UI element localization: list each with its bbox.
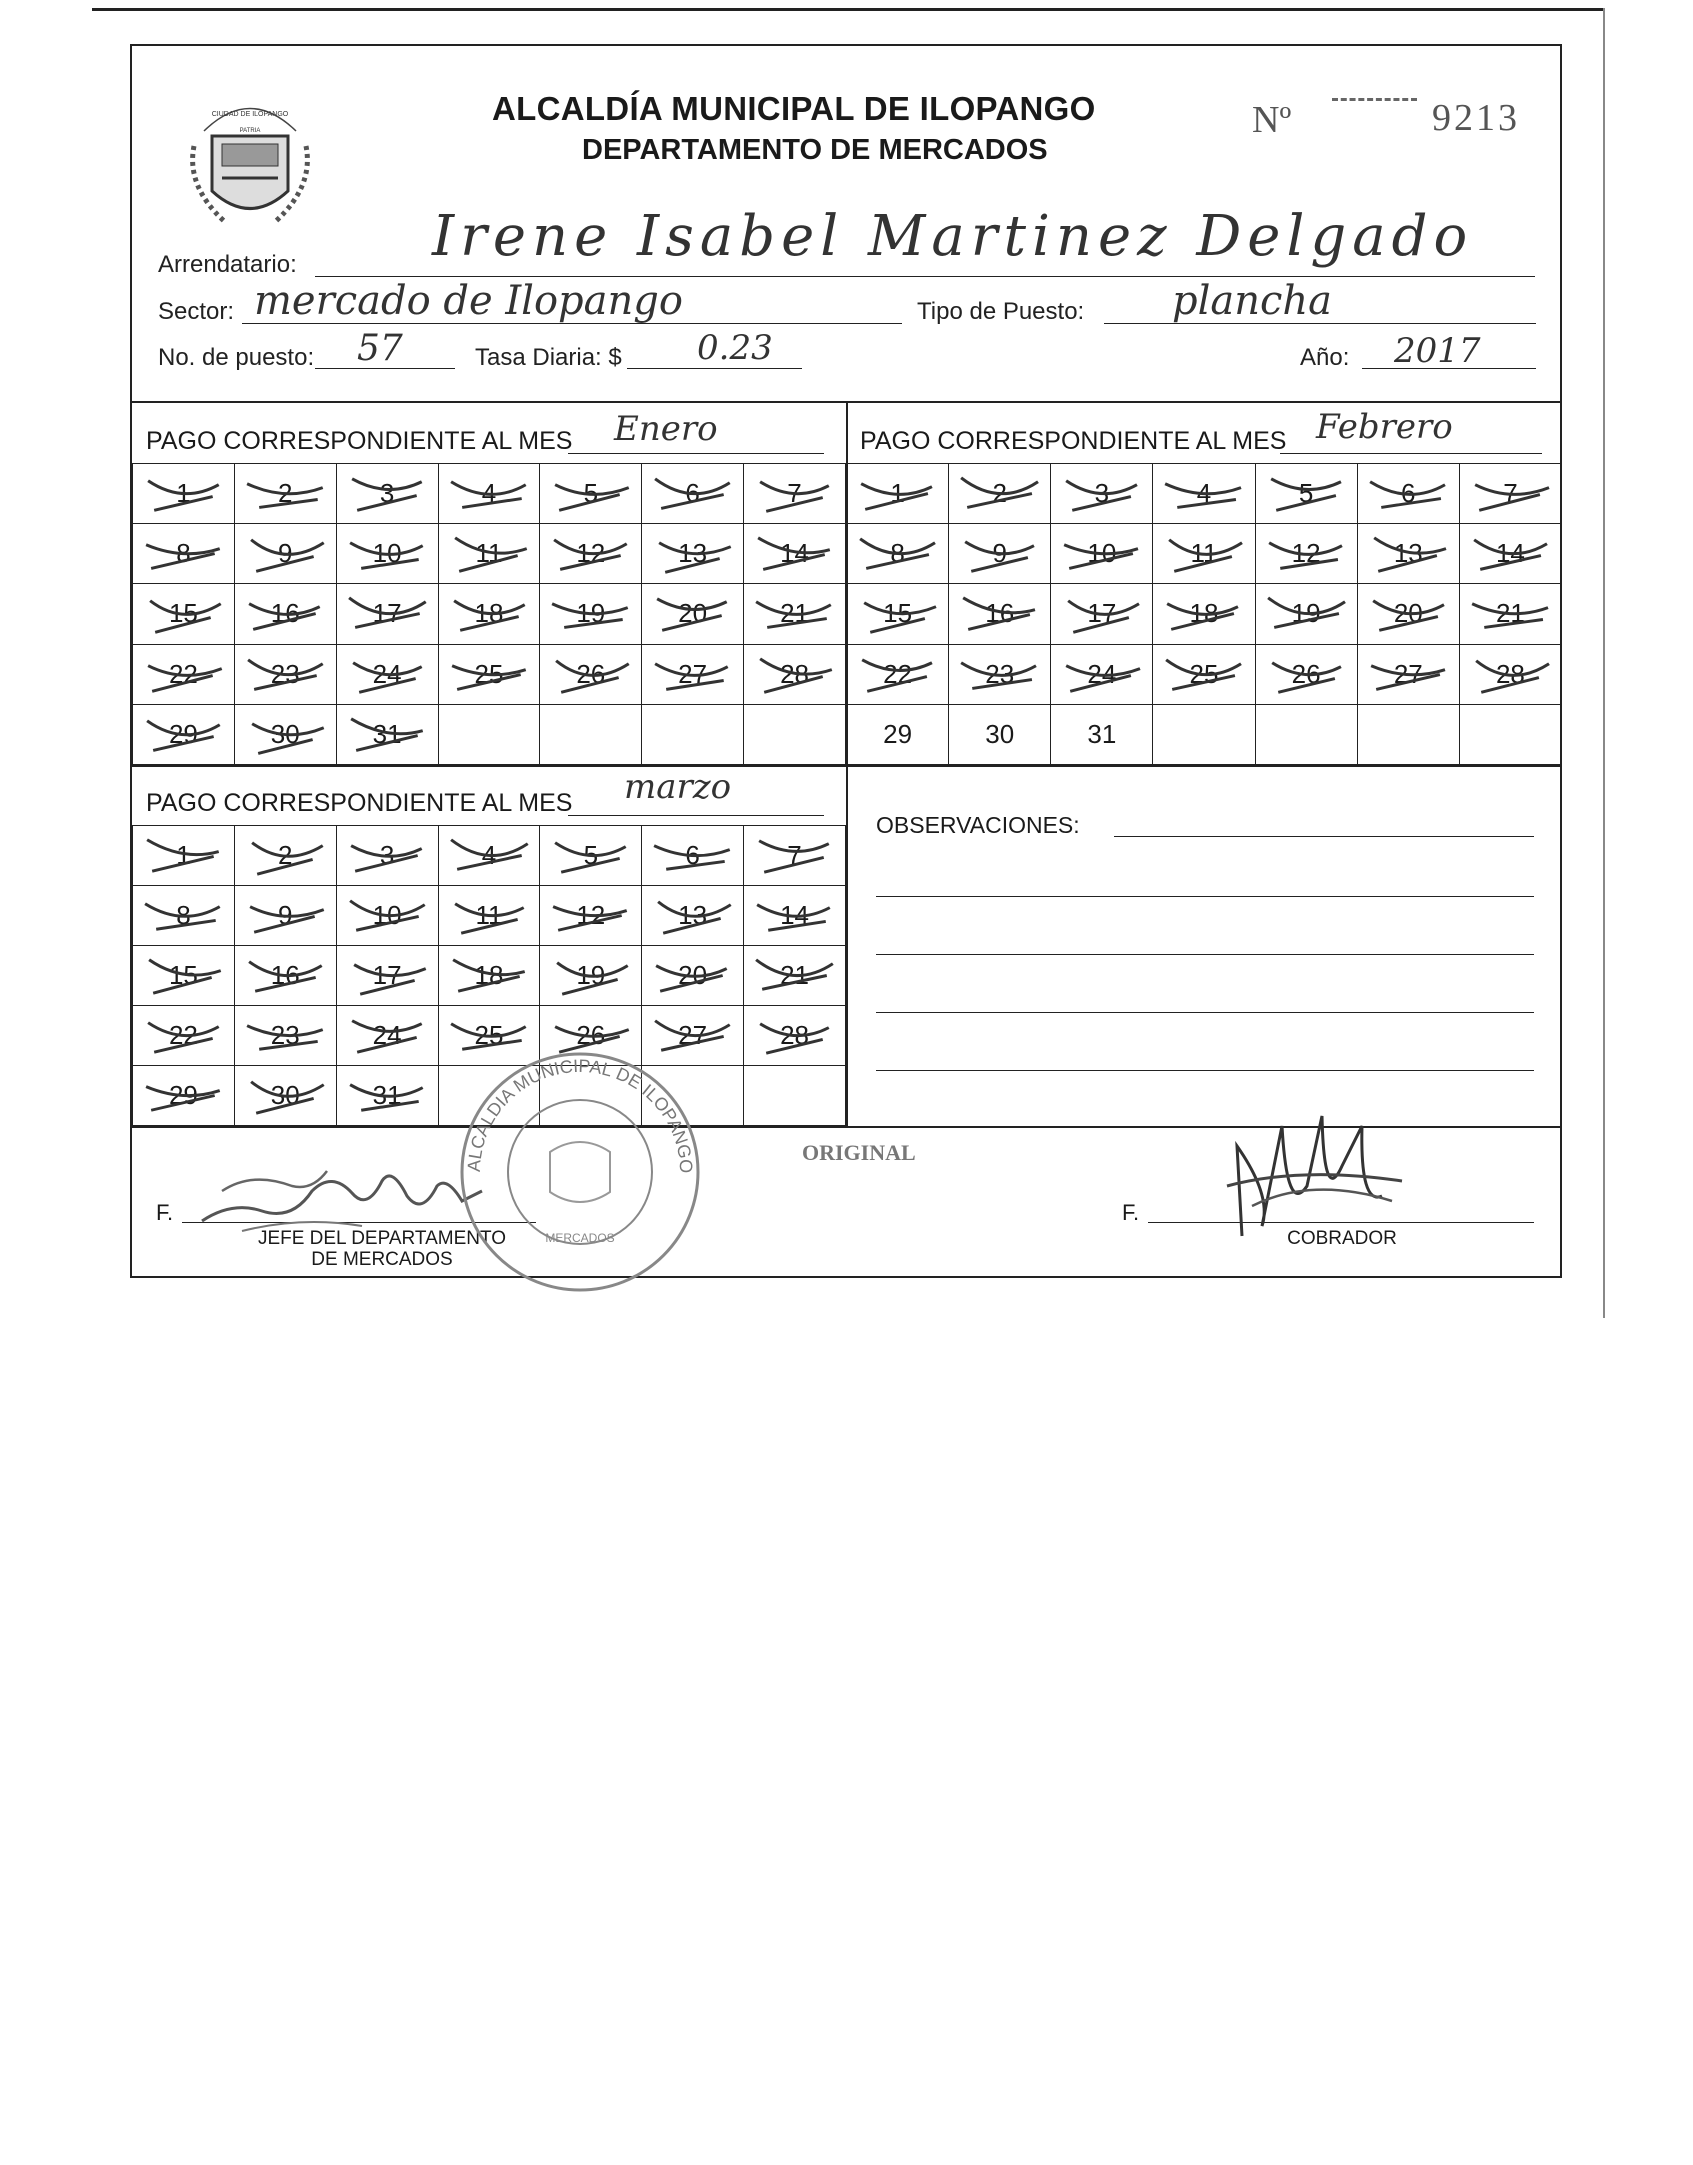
day-cell[interactable] — [1255, 704, 1357, 764]
day-cell[interactable] — [744, 464, 846, 524]
day-cell[interactable] — [540, 644, 642, 704]
day-number: 27 — [1393, 658, 1423, 689]
month-block-febrero — [846, 401, 1562, 765]
day-cell[interactable] — [642, 826, 744, 886]
day-number: 21 — [1495, 598, 1525, 629]
month-line — [1280, 453, 1542, 454]
day-cell[interactable] — [336, 584, 438, 644]
day-number: 31 — [1087, 718, 1117, 749]
day-cell[interactable] — [540, 826, 642, 886]
day-cell[interactable] — [847, 704, 949, 764]
day-number: 8 — [176, 900, 191, 930]
day-number: 12 — [576, 538, 606, 569]
tipo-puesto-value[interactable]: plancha — [1172, 278, 1333, 324]
folio-label: Nº — [1252, 99, 1292, 141]
day-number: 7 — [787, 478, 802, 509]
observaciones-line-5[interactable] — [876, 1070, 1534, 1071]
day-number: 11 — [1190, 538, 1218, 569]
day-cell[interactable] — [133, 584, 235, 644]
observaciones-line-3[interactable] — [876, 954, 1534, 955]
jefe-caption-2: DE MERCADOS — [311, 1249, 453, 1270]
day-number: 19 — [576, 598, 606, 629]
title-departamento: DEPARTAMENTO DE MERCADOS — [582, 134, 1048, 166]
day-cell[interactable] — [642, 584, 744, 644]
day-cell[interactable] — [1051, 584, 1153, 644]
svg-text:PATRIA: PATRIA — [239, 128, 261, 134]
day-cell[interactable] — [744, 704, 846, 764]
day-cell[interactable] — [234, 464, 336, 524]
days-row — [847, 524, 1562, 584]
day-cell[interactable] — [1357, 524, 1459, 584]
day-number: 11 — [475, 900, 503, 930]
month-block-enero — [132, 401, 846, 765]
day-cell[interactable] — [1153, 644, 1255, 704]
day-cell[interactable] — [438, 644, 540, 704]
day-cell[interactable] — [438, 524, 540, 584]
day-number: 12 — [576, 900, 606, 930]
month-name-marzo[interactable]: marzo — [624, 767, 732, 807]
sector-value[interactable]: mercado de Ilopango — [254, 278, 683, 324]
day-number: 26 — [1291, 658, 1321, 689]
day-cell[interactable] — [1051, 464, 1153, 524]
month-line — [568, 815, 824, 816]
day-number: 25 — [474, 1020, 504, 1050]
day-number: 14 — [780, 900, 809, 930]
day-number: 18 — [474, 960, 504, 990]
month-name-enero[interactable]: Enero — [614, 409, 718, 449]
day-cell[interactable] — [1153, 524, 1255, 584]
month-name-febrero[interactable]: Febrero — [1316, 407, 1453, 447]
day-number: 6 — [685, 478, 700, 509]
day-number: 19 — [1291, 598, 1321, 629]
day-cell[interactable] — [642, 886, 744, 946]
day-number: 22 — [883, 658, 913, 689]
day-number: 10 — [372, 538, 402, 569]
day-cell[interactable] — [1357, 464, 1459, 524]
tasa-diaria-value[interactable]: 0.23 — [697, 328, 773, 368]
original-mark: ORIGINAL — [802, 1140, 916, 1165]
day-number: 13 — [678, 900, 708, 930]
day-cell[interactable] — [642, 644, 744, 704]
day-number: 12 — [1291, 538, 1321, 569]
day-number: 28 — [1495, 658, 1525, 689]
day-number: 23 — [270, 1020, 300, 1050]
day-cell[interactable] — [336, 1066, 438, 1126]
month-line — [568, 453, 824, 454]
days-grid-febrero — [846, 463, 1562, 765]
day-cell[interactable] — [133, 1006, 235, 1066]
day-cell[interactable] — [847, 644, 949, 704]
day-number: 30 — [270, 1080, 300, 1110]
day-cell[interactable] — [744, 886, 846, 946]
firma-cobrador-label: F. — [1122, 1200, 1140, 1225]
day-number: 17 — [372, 598, 402, 629]
day-number: 15 — [883, 598, 913, 629]
day-number: 22 — [168, 1020, 198, 1050]
scan-right-edge — [1603, 8, 1605, 1318]
day-number: 9 — [992, 538, 1007, 569]
day-cell[interactable] — [1357, 704, 1459, 764]
folio-number: 9213 — [1432, 97, 1520, 139]
card-header — [132, 46, 1560, 401]
day-number: 11 — [475, 538, 503, 569]
month-label: PAGO CORRESPONDIENTE AL MES — [146, 789, 573, 817]
day-number: 18 — [474, 598, 504, 629]
day-number: 4 — [1196, 478, 1212, 509]
days-row — [847, 704, 1562, 764]
day-number: 21 — [780, 960, 809, 990]
observaciones-line-4[interactable] — [876, 1012, 1534, 1013]
days-row — [133, 464, 846, 524]
arrendatario-line — [315, 276, 1535, 277]
day-number: 8 — [176, 538, 191, 569]
tasa-diaria-label: Tasa Diaria: $ — [475, 344, 622, 371]
day-number: 29 — [883, 718, 913, 749]
day-number: 3 — [379, 478, 395, 509]
day-cell[interactable] — [642, 464, 744, 524]
days-grid-enero — [132, 463, 846, 765]
month-label: PAGO CORRESPONDIENTE AL MES — [860, 427, 1287, 455]
day-cell[interactable] — [234, 946, 336, 1006]
days-row — [847, 584, 1562, 644]
day-cell[interactable] — [336, 1006, 438, 1066]
day-cell[interactable] — [1153, 584, 1255, 644]
sector-label: Sector: — [158, 298, 235, 325]
day-number: 20 — [678, 960, 708, 990]
day-cell[interactable] — [1051, 524, 1153, 584]
day-cell[interactable] — [133, 886, 235, 946]
day-number: 20 — [1393, 598, 1423, 629]
day-cell[interactable] — [642, 524, 744, 584]
day-number: 5 — [583, 478, 599, 509]
day-number: 4 — [481, 840, 497, 870]
day-number: 27 — [678, 658, 708, 689]
day-number: 1 — [176, 840, 191, 870]
day-cell[interactable] — [133, 1066, 235, 1126]
jefe-caption-1: JEFE DEL DEPARTAMENTO — [257, 1228, 507, 1249]
day-number: 31 — [372, 1080, 402, 1110]
day-cell[interactable] — [847, 464, 949, 524]
day-number: 13 — [1393, 538, 1423, 569]
day-cell[interactable] — [133, 524, 235, 584]
day-number: 3 — [379, 840, 395, 870]
day-cell[interactable] — [540, 584, 642, 644]
day-cell[interactable] — [336, 886, 438, 946]
day-cell[interactable] — [234, 1006, 336, 1066]
scan-top-edge — [92, 8, 1604, 11]
day-number: 1 — [176, 478, 191, 509]
day-number: 10 — [372, 900, 402, 930]
day-number: 9 — [278, 900, 293, 930]
day-number: 23 — [270, 658, 300, 689]
days-row — [847, 464, 1562, 524]
day-cell[interactable] — [744, 1066, 846, 1126]
day-cell[interactable] — [438, 826, 540, 886]
day-cell[interactable] — [642, 946, 744, 1006]
day-cell[interactable] — [1255, 524, 1357, 584]
month-label: PAGO CORRESPONDIENTE AL MES — [146, 427, 573, 455]
stamp-inner-text: MERCADOS — [545, 1231, 615, 1245]
day-number: 13 — [678, 538, 708, 569]
day-cell[interactable] — [847, 584, 949, 644]
days-row — [133, 946, 846, 1006]
day-cell[interactable] — [1459, 524, 1561, 584]
day-number: 24 — [1087, 658, 1117, 689]
day-cell[interactable] — [234, 1066, 336, 1126]
day-number: 29 — [168, 1080, 198, 1110]
day-cell[interactable] — [438, 946, 540, 1006]
days-row — [133, 886, 846, 946]
day-cell[interactable] — [1459, 644, 1561, 704]
day-cell[interactable] — [1255, 464, 1357, 524]
day-cell[interactable] — [133, 946, 235, 1006]
title-alcaldia: ALCALDÍA MUNICIPAL DE ILOPANGO — [492, 90, 1096, 127]
day-number: 20 — [678, 598, 708, 629]
day-cell[interactable] — [336, 826, 438, 886]
day-cell[interactable] — [642, 704, 744, 764]
day-cell[interactable] — [540, 524, 642, 584]
municipal-seal-logo — [174, 86, 326, 236]
day-cell[interactable] — [1459, 584, 1561, 644]
day-number: 19 — [576, 960, 606, 990]
day-cell[interactable] — [1459, 704, 1561, 764]
day-cell[interactable] — [1051, 704, 1153, 764]
day-cell[interactable] — [1153, 464, 1255, 524]
day-cell[interactable] — [847, 524, 949, 584]
day-cell[interactable] — [949, 584, 1051, 644]
signature-cobrador — [1212, 1106, 1412, 1246]
day-cell[interactable] — [1459, 464, 1561, 524]
day-cell[interactable] — [234, 826, 336, 886]
day-cell[interactable] — [1051, 644, 1153, 704]
day-cell[interactable] — [949, 464, 1051, 524]
day-cell[interactable] — [133, 826, 235, 886]
puesto-label: No. de puesto: — [158, 344, 315, 371]
day-number: 22 — [168, 658, 198, 689]
day-cell[interactable] — [336, 644, 438, 704]
day-cell[interactable] — [133, 704, 235, 764]
day-number: 15 — [168, 960, 198, 990]
folio-dash — [1332, 98, 1417, 101]
municipal-stamp — [450, 1042, 710, 1302]
stamp-text: ALCALDIA MUNICIPAL DE ILOPANGO — [463, 1055, 697, 1174]
day-number: 10 — [1087, 538, 1117, 569]
day-number: 5 — [1298, 478, 1314, 509]
day-cell[interactable] — [438, 464, 540, 524]
day-cell[interactable] — [336, 946, 438, 1006]
day-number: 23 — [985, 658, 1015, 689]
days-row — [133, 644, 846, 704]
day-cell[interactable] — [1357, 644, 1459, 704]
day-cell[interactable] — [949, 644, 1051, 704]
day-number: 9 — [278, 538, 293, 569]
tasa-diaria-line — [627, 368, 802, 369]
cobrador-caption: COBRADOR — [1287, 1228, 1397, 1249]
day-cell[interactable] — [540, 946, 642, 1006]
day-cell[interactable] — [744, 584, 846, 644]
day-cell[interactable] — [438, 584, 540, 644]
day-number: 8 — [890, 538, 905, 569]
day-number: 31 — [372, 718, 402, 749]
day-number: 7 — [1503, 478, 1518, 509]
day-cell[interactable] — [949, 704, 1051, 764]
day-number: 5 — [583, 840, 599, 870]
day-number: 29 — [168, 718, 198, 749]
day-number: 15 — [168, 598, 198, 629]
day-cell[interactable] — [540, 464, 642, 524]
day-cell[interactable] — [336, 524, 438, 584]
day-cell[interactable] — [336, 464, 438, 524]
day-number: 25 — [1189, 658, 1219, 689]
day-number: 3 — [1094, 478, 1110, 509]
day-number: 16 — [270, 960, 300, 990]
days-row — [133, 584, 846, 644]
day-number: 2 — [278, 478, 293, 509]
day-cell[interactable] — [744, 644, 846, 704]
day-cell[interactable] — [744, 946, 846, 1006]
anio-value[interactable]: 2017 — [1394, 331, 1481, 371]
tipo-puesto-label: Tipo de Puesto: — [917, 298, 1085, 325]
day-number: 6 — [685, 840, 700, 870]
day-cell[interactable] — [1153, 704, 1255, 764]
payment-card — [130, 44, 1562, 1278]
days-row — [133, 704, 846, 764]
observaciones-line-1[interactable] — [1114, 836, 1534, 837]
day-number: 14 — [780, 538, 809, 569]
day-cell[interactable] — [133, 644, 235, 704]
day-cell[interactable] — [234, 704, 336, 764]
day-cell[interactable] — [234, 524, 336, 584]
day-cell[interactable] — [744, 826, 846, 886]
puesto-value[interactable]: 57 — [357, 328, 403, 369]
observaciones-line-2[interactable] — [876, 896, 1534, 897]
days-row — [133, 826, 846, 886]
day-number: 26 — [576, 1020, 606, 1050]
day-cell[interactable] — [1255, 584, 1357, 644]
day-cell[interactable] — [744, 1006, 846, 1066]
svg-text:CIUDAD DE ILOPANGO: CIUDAD DE ILOPANGO — [211, 111, 289, 118]
firma-jefe-label: F. — [156, 1200, 174, 1225]
observaciones-label: OBSERVACIONES: — [876, 812, 1080, 838]
day-number: 28 — [780, 1020, 809, 1050]
day-number: 2 — [992, 478, 1007, 509]
day-number: 17 — [1087, 598, 1117, 629]
day-cell[interactable] — [540, 704, 642, 764]
days-row — [847, 644, 1562, 704]
day-number: 30 — [985, 718, 1015, 749]
day-cell[interactable] — [438, 704, 540, 764]
day-number: 14 — [1495, 538, 1525, 569]
day-number: 7 — [787, 840, 802, 870]
day-number: 21 — [780, 598, 809, 629]
signature-jefe — [192, 1131, 492, 1251]
arrendatario-value[interactable]: Irene Isabel Martinez Delgado — [432, 204, 1474, 269]
day-number: 25 — [474, 658, 504, 689]
day-cell[interactable] — [540, 886, 642, 946]
day-cell[interactable] — [949, 524, 1051, 584]
day-number: 28 — [780, 658, 809, 689]
day-cell[interactable] — [234, 644, 336, 704]
day-cell[interactable] — [438, 886, 540, 946]
day-number: 16 — [985, 598, 1015, 629]
arrendatario-label: Arrendatario: — [158, 251, 297, 278]
day-cell[interactable] — [234, 584, 336, 644]
day-number: 24 — [372, 658, 402, 689]
day-cell[interactable] — [234, 886, 336, 946]
day-number: 26 — [576, 658, 606, 689]
day-cell[interactable] — [1255, 644, 1357, 704]
day-number: 24 — [372, 1020, 402, 1050]
day-cell[interactable] — [744, 524, 846, 584]
day-number: 4 — [481, 478, 497, 509]
day-number: 27 — [678, 1020, 708, 1050]
day-cell[interactable] — [1357, 584, 1459, 644]
svg-text:ALCALDIA MUNICIPAL DE ILOPANGO — [464, 1056, 696, 1174]
anio-label: Año: — [1300, 344, 1350, 371]
day-number: 1 — [890, 478, 905, 509]
day-number: 30 — [270, 718, 300, 749]
day-cell[interactable] — [133, 464, 235, 524]
days-row — [133, 524, 846, 584]
day-number: 16 — [270, 598, 300, 629]
day-number: 2 — [278, 840, 293, 870]
day-cell[interactable] — [336, 704, 438, 764]
day-number: 6 — [1401, 478, 1416, 509]
day-number: 18 — [1189, 598, 1219, 629]
day-number: 17 — [372, 960, 402, 990]
